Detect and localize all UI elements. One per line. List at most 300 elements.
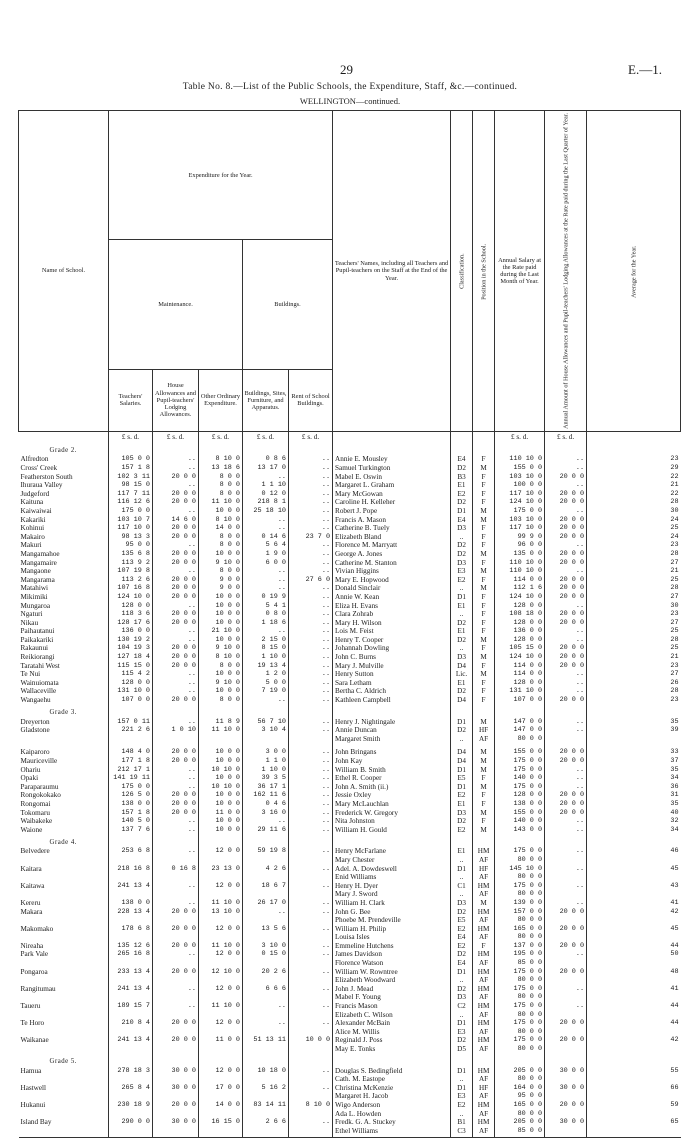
teachers-salaries: 126 5 0 [109,791,153,800]
rent [289,933,333,942]
teacher-name: Sara Letham [333,679,451,688]
table-row [19,800,681,809]
other-expenditure: 10 0 0 [199,817,243,826]
teacher-name: Mabel E. Oswin [333,473,451,482]
average-attendance: 21 [587,567,681,576]
rent: .. [289,908,333,917]
buildings-expenditure: 25 18 10 [243,507,289,516]
school-name: Mangarama [20,575,55,584]
annual-salary: 103 10 0 [495,516,545,525]
classification: D1 [451,865,473,874]
annual-salary: 175 0 0 [495,757,545,766]
buildings-expenditure [243,1110,289,1119]
buildings-expenditure: 1 10 0 [243,653,289,662]
position: F [473,455,495,464]
other-expenditure: 9 10 0 [199,679,243,688]
other-expenditure: 9 10 0 [199,644,243,653]
house-allowances: 20 0 0 [153,593,199,602]
house-allowances [153,1075,199,1084]
classification: D1 [451,1067,473,1076]
classification: E5 [451,916,473,925]
buildings-expenditure: .. [243,516,289,525]
teacher-name: James Davidson [333,950,451,959]
teachers-salaries: 107 19 8 [109,567,153,576]
table-row [19,1127,681,1136]
average-attendance [587,1011,681,1020]
house-allowances: .. [153,627,199,636]
classification: E2 [451,925,473,934]
other-expenditure: 10 10 0 [199,783,243,792]
school-name: Mikimiki [20,592,48,601]
rent: .. [289,696,333,705]
house-allowances: 20 0 0 [153,791,199,800]
position: AF [473,976,495,985]
annual-allowances: 20 0 0 [545,908,587,917]
other-expenditure: 12 0 0 [199,985,243,994]
teacher-name: John A. Smith (ii.) [333,783,451,792]
other-expenditure: 12 0 0 [199,882,243,891]
annual-allowances: .. [545,679,587,688]
table-header [19,111,681,432]
teacher-name: John Bringans [333,748,451,757]
average-attendance: 23 [587,662,681,671]
house-allowances: 0 16 8 [153,865,199,874]
position: HF [473,726,495,735]
position: F [473,619,495,628]
school-name: Paraparaumu [20,782,59,791]
other-expenditure: 10 0 0 [199,791,243,800]
average-attendance: 22 [587,490,681,499]
buildings-expenditure: 1 18 6 [243,619,289,628]
teachers-salaries: 107 16 8 [109,584,153,593]
teachers-salaries: 117 7 11 [109,490,153,499]
annual-allowances: .. [545,481,587,490]
average-attendance: 41 [587,899,681,908]
table-row [19,942,681,951]
classification: D2 [451,636,473,645]
table-row [19,627,681,636]
teacher-name: Catherine M. Stanton [333,559,451,568]
annual-salary: 175 0 0 [495,783,545,792]
average-attendance: 40 [587,809,681,818]
other-expenditure: 11 0 0 [199,809,243,818]
annual-allowances: 20 0 0 [545,662,587,671]
annual-salary: 110 10 0 [495,559,545,568]
house-allowances: .. [153,679,199,688]
teacher-name: Kathleen Campbell [333,696,451,705]
school-name: Rakaunui [20,644,49,653]
teachers-salaries: 136 0 0 [109,627,153,636]
buildings-expenditure: .. [243,817,289,826]
house-allowances: .. [153,1002,199,1011]
buildings-expenditure [243,873,289,882]
classification: D2 [451,541,473,550]
house-allowances: 20 0 0 [153,757,199,766]
other-expenditure: 8 10 0 [199,653,243,662]
table-row [19,636,681,645]
buildings-expenditure: 1 1 0 [243,757,289,766]
position: HM [473,985,495,994]
annual-salary: 124 10 0 [495,653,545,662]
buildings-expenditure: 56 7 10 [243,718,289,727]
average-attendance: 27 [587,593,681,602]
teacher-name: Annie W. Kean [333,593,451,602]
annual-allowances: .. [545,817,587,826]
school-name: Rongokokako [20,791,61,800]
school-name: Makuri [20,541,42,550]
table-row [19,455,681,464]
teacher-name: Ethel Williams [333,1127,451,1136]
table-row [19,1045,681,1054]
annual-salary: 114 0 0 [495,670,545,679]
teacher-name: Douglas S. Bedingfield [333,1067,451,1076]
house-allowances [153,1092,199,1101]
classification: E4 [451,455,473,464]
teachers-salaries: 221 2 6 [109,726,153,735]
classification: D4 [451,757,473,766]
classification: D5 [451,1045,473,1054]
other-expenditure: 10 0 0 [199,670,243,679]
average-attendance: 42 [587,908,681,917]
classification: E3 [451,567,473,576]
average-attendance: 44 [587,1002,681,1011]
other-expenditure: 8 0 0 [199,567,243,576]
annual-allowances: 20 0 0 [545,925,587,934]
position: AF [473,873,495,882]
position: M [473,653,495,662]
table-row [19,976,681,985]
table-row [19,968,681,977]
school-name: Kaiparoro [20,748,50,757]
annual-allowances: 20 0 0 [545,653,587,662]
classification: .. [451,735,473,744]
average-attendance: 28 [587,687,681,696]
annual-allowances: .. [545,774,587,783]
annual-salary: 140 0 0 [495,774,545,783]
school-name: Matahiwi [20,584,49,593]
house-allowances: 20 0 0 [153,1101,199,1110]
annual-allowances: .. [545,882,587,891]
other-expenditure: 10 10 0 [199,766,243,775]
school-name: Pongaroa [20,967,48,976]
house-allowances: .. [153,766,199,775]
school-name [19,1075,109,1084]
other-expenditure: 12 0 0 [199,1067,243,1076]
teachers-salaries: 290 0 0 [109,1118,153,1127]
annual-salary: 175 0 0 [495,766,545,775]
annual-allowances [545,1110,587,1119]
average-attendance [587,873,681,882]
rent: .. [289,718,333,727]
other-expenditure: 9 0 0 [199,576,243,585]
teacher-name: Mary J. Mulville [333,662,451,671]
teacher-name: Henry J. Nightingale [333,718,451,727]
annual-allowances: 20 0 0 [545,524,587,533]
teacher-name: Nita Johnston [333,817,451,826]
average-attendance [587,735,681,744]
other-expenditure: 10 0 0 [199,636,243,645]
classification: C1 [451,882,473,891]
other-expenditure: 11 10 0 [199,1002,243,1011]
classification: D2 [451,619,473,628]
teacher-name: Cath. M. Eastope [333,1075,451,1084]
annual-salary: 155 0 0 [495,464,545,473]
table-row [19,584,681,593]
average-attendance: 36 [587,783,681,792]
school-name: Hukanui [20,1100,46,1109]
table-row [19,774,681,783]
annual-salary: 128 0 0 [495,679,545,688]
average-attendance: 35 [587,766,681,775]
house-allowances: .. [153,826,199,835]
col-position: Position in the School. [473,111,495,432]
annual-salary: 205 0 0 [495,1067,545,1076]
house-allowances: .. [153,541,199,550]
position: AF [473,1075,495,1084]
table-row [19,899,681,908]
school-name: Mangamahoe [20,549,60,558]
school-name [19,890,109,899]
annual-salary: 147 0 0 [495,718,545,727]
other-expenditure: 11 10 0 [199,899,243,908]
annual-salary: 143 0 0 [495,826,545,835]
house-allowances [153,890,199,899]
classification: D2 [451,687,473,696]
position: AF [473,959,495,968]
other-expenditure: 9 0 0 [199,584,243,593]
buildings-expenditure: 162 11 6 [243,791,289,800]
table-row [19,726,681,735]
annual-salary: 128 0 0 [495,619,545,628]
annual-allowances: 20 0 0 [545,748,587,757]
annual-allowances: .. [545,1002,587,1011]
grade-heading-row [19,834,681,847]
annual-allowances: .. [545,985,587,994]
house-allowances: 30 0 0 [153,1067,199,1076]
annual-allowances [545,890,587,899]
position: HM [473,1036,495,1045]
position: AF [473,1092,495,1101]
buildings-expenditure: .. [243,576,289,585]
classification: D2 [451,950,473,959]
house-allowances: .. [153,687,199,696]
average-attendance: 25 [587,524,681,533]
annual-salary: 137 0 0 [495,942,545,951]
table-row [19,826,681,835]
buildings-expenditure [243,1028,289,1037]
house-allowances [153,873,199,882]
school-name: Nikau [20,618,39,627]
average-attendance [587,916,681,925]
classification: D4 [451,696,473,705]
teachers-salaries: 253 6 8 [109,847,153,856]
table-row [19,653,681,662]
house-allowances: .. [153,507,199,516]
annual-allowances [545,933,587,942]
buildings-expenditure: .. [243,908,289,917]
house-allowances: 20 0 0 [153,908,199,917]
teachers-salaries: 265 16 8 [109,950,153,959]
table-row [19,662,681,671]
teacher-name: Ethel R. Cooper [333,774,451,783]
other-expenditure: 10 0 0 [199,826,243,835]
school-name: Mangaone [20,567,51,576]
school-name: Wangaehu [20,696,51,705]
house-allowances: .. [153,783,199,792]
teacher-name: Margaret Smith [333,735,451,744]
other-expenditure: 14 0 0 [199,1101,243,1110]
other-expenditure: 10 0 0 [199,619,243,628]
position: M [473,584,495,593]
rent: .. [289,826,333,835]
buildings-expenditure [243,976,289,985]
table-row [19,670,681,679]
table-row [19,602,681,611]
buildings-expenditure: 0 19 9 [243,593,289,602]
house-allowances: 20 0 0 [153,800,199,809]
table-row [19,993,681,1002]
annual-allowances: 30 0 0 [545,1084,587,1093]
buildings-expenditure [243,1045,289,1054]
teachers-salaries: 115 15 0 [109,662,153,671]
house-allowances [153,1110,199,1119]
average-attendance [587,856,681,865]
buildings-expenditure [243,916,289,925]
table-row [19,882,681,891]
school-name: Mauriceville [20,757,58,766]
school-name [19,916,109,925]
average-attendance: 42 [587,1036,681,1045]
teachers-salaries: 131 10 0 [109,687,153,696]
school-name: Wallaceville [20,687,57,696]
other-expenditure [199,976,243,985]
position: M [473,899,495,908]
buildings-expenditure: 13 17 0 [243,464,289,473]
annual-allowances: 20 0 0 [545,1101,587,1110]
teacher-name: Mary Chester [333,856,451,865]
school-name: Opaki [20,774,39,783]
buildings-expenditure: 3 16 0 [243,809,289,818]
rent: 27 6 0 [289,576,333,585]
rent [289,873,333,882]
other-expenditure: 8 0 0 [199,490,243,499]
rent: .. [289,541,333,550]
other-expenditure: 16 15 0 [199,1118,243,1127]
annual-salary: 175 0 0 [495,985,545,994]
teacher-name: Mary J. Sword [333,890,451,899]
position: M [473,826,495,835]
position: M [473,809,495,818]
teachers-salaries [109,933,153,942]
house-allowances: 20 0 0 [153,610,199,619]
rent: .. [289,593,333,602]
teachers-salaries: 157 0 11 [109,718,153,727]
average-attendance: 30 [587,507,681,516]
other-expenditure: 11 8 9 [199,718,243,727]
teachers-salaries: 233 13 4 [109,968,153,977]
position: F [473,696,495,705]
table-row [19,696,681,705]
annual-allowances: 20 0 0 [545,593,587,602]
buildings-expenditure [243,1127,289,1136]
other-expenditure [199,1110,243,1119]
position: M [473,718,495,727]
teacher-name: Mary E. Hopwood [333,576,451,585]
rent: .. [289,1002,333,1011]
house-allowances: 20 0 0 [153,490,199,499]
table-row [19,950,681,959]
teacher-name: Eliza H. Evans [333,602,451,611]
buildings-expenditure: 83 14 11 [243,1101,289,1110]
school-name: Gladstone [20,726,50,735]
average-attendance: 30 [587,602,681,611]
position: AF [473,735,495,744]
teacher-name: Annie Duncan [333,726,451,735]
other-expenditure: 21 10 0 [199,627,243,636]
annual-allowances: .. [545,766,587,775]
rent: .. [289,644,333,653]
house-allowances: 20 0 0 [153,584,199,593]
school-name [19,856,109,865]
rent [289,959,333,968]
average-attendance [587,1127,681,1136]
annual-salary: 136 0 0 [495,627,545,636]
annual-allowances [545,916,587,925]
classification: D2 [451,726,473,735]
table-row [19,933,681,942]
classification: E4 [451,933,473,942]
annual-salary: 80 0 0 [495,1028,545,1037]
buildings-expenditure: 0 8 6 [243,455,289,464]
other-expenditure: 10 0 0 [199,550,243,559]
classification: D2 [451,985,473,994]
average-attendance: 27 [587,670,681,679]
table-row [19,873,681,882]
annual-allowances: 20 0 0 [545,498,587,507]
teacher-name: Fredk. G. A. Stuckey [333,1118,451,1127]
average-attendance [587,976,681,985]
rent: .. [289,899,333,908]
house-allowances: 20 0 0 [153,925,199,934]
school-name: Kakariki [20,515,46,524]
rent: .. [289,865,333,874]
annual-salary: 124 10 0 [495,593,545,602]
annual-salary: 145 10 0 [495,865,545,874]
annual-allowances: 20 0 0 [545,968,587,977]
col-buildings-sites: Buildings, Sites, Furniture, and Apparatus. [243,369,289,431]
school-name: Alfredton [20,455,49,464]
annual-allowances: .. [545,567,587,576]
teacher-name: Elizabeth C. Wilson [333,1011,451,1020]
rent [289,735,333,744]
annual-salary: 175 0 0 [495,1019,545,1028]
classification: E3 [451,1092,473,1101]
average-attendance [587,993,681,1002]
annual-salary: 80 0 0 [495,993,545,1002]
classification: D3 [451,809,473,818]
annual-allowances: .. [545,783,587,792]
table-subtitle: WELLINGTON—continued. [299,96,401,106]
teacher-name: Elizabeth Woodward [333,976,451,985]
position: HM [473,925,495,934]
teachers-salaries: 138 0 0 [109,800,153,809]
annual-salary: 80 0 0 [495,933,545,942]
position: HM [473,1101,495,1110]
house-allowances: .. [153,636,199,645]
teacher-name: Henry T. Cooper [333,636,451,645]
annual-salary: 99 9 0 [495,533,545,542]
position: HM [473,1118,495,1127]
